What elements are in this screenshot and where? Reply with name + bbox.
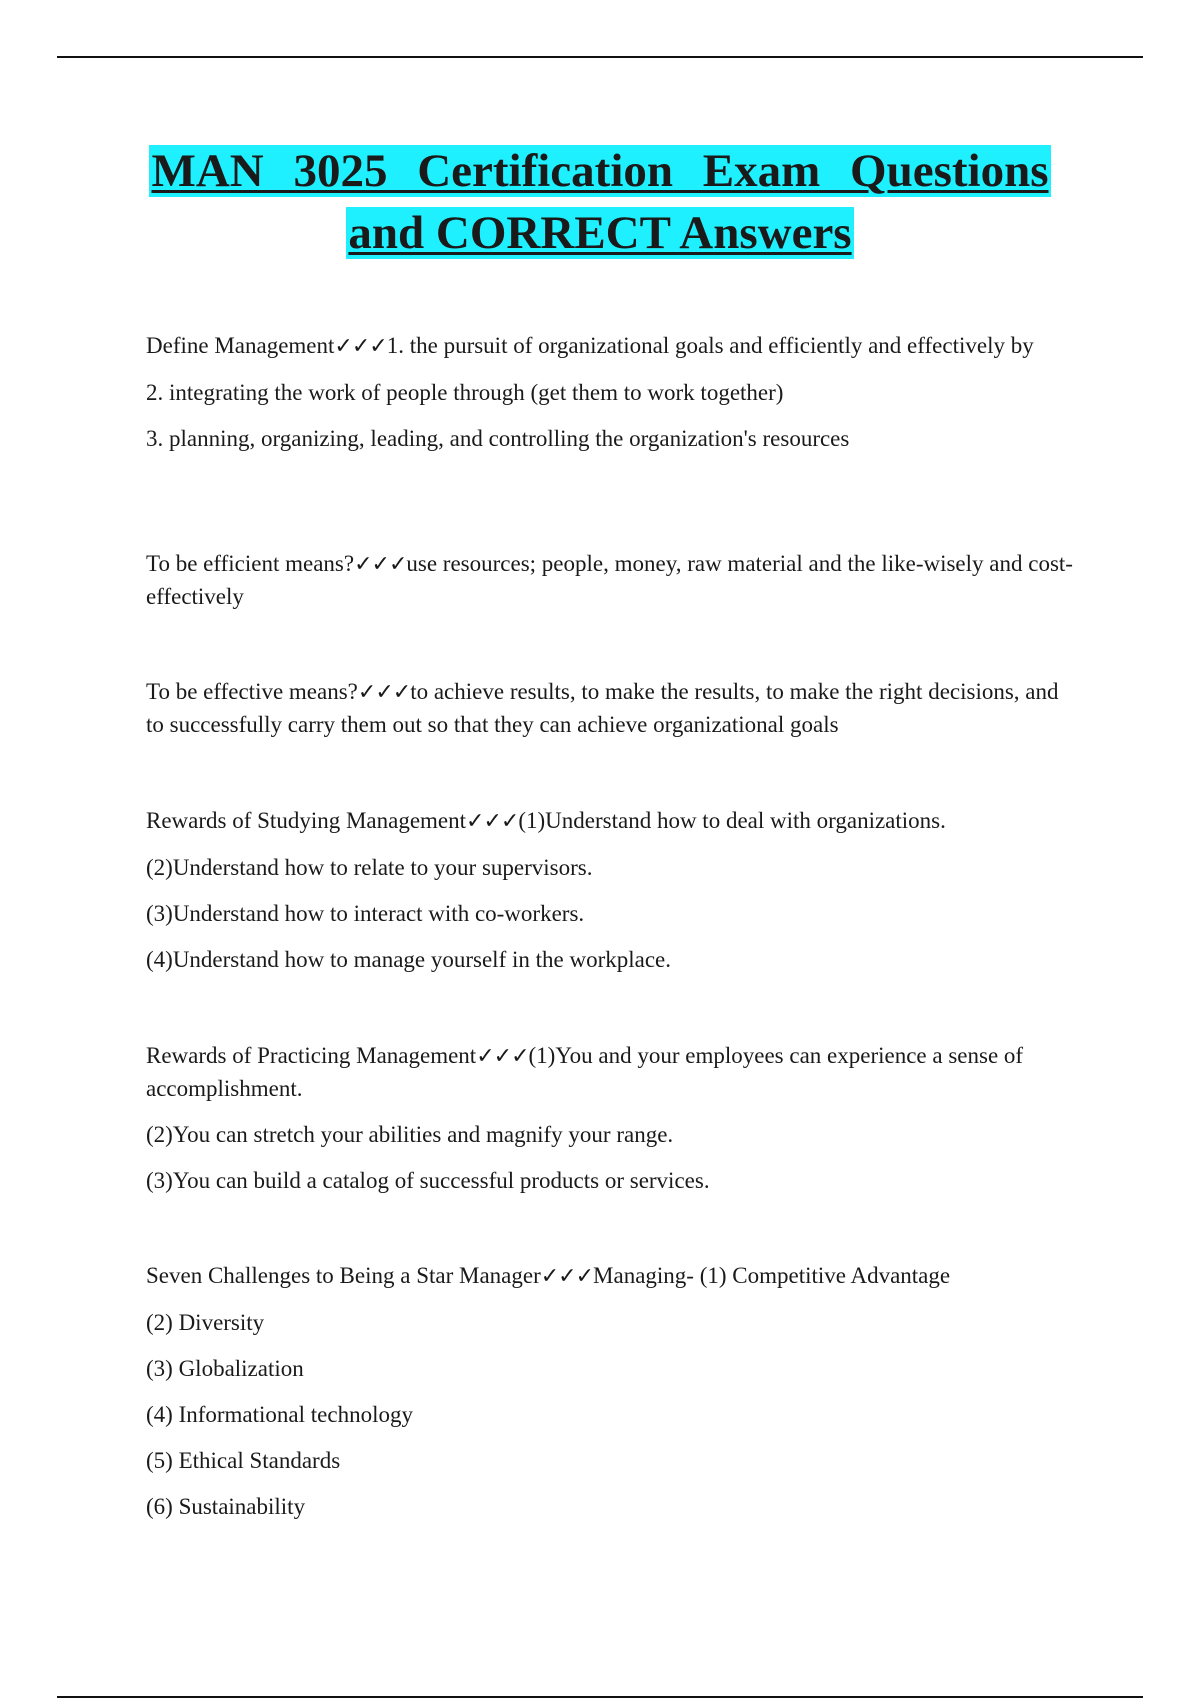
title-line-1: MAN 3025 Certification Exam Questions bbox=[151, 145, 1049, 197]
qa-term: To be effective means? bbox=[146, 679, 358, 704]
check-marks-icon: ✓✓✓ bbox=[476, 1044, 529, 1069]
qa-line bbox=[146, 805, 1076, 838]
qa-line bbox=[146, 330, 1076, 363]
check-marks-icon: ✓✓✓ bbox=[334, 334, 387, 359]
qa-line: (3)Understand how to interact with co-workers. bbox=[146, 901, 585, 926]
check-marks-icon: ✓✓✓ bbox=[357, 680, 411, 705]
qa-term: Define Management bbox=[146, 333, 335, 358]
qa-line bbox=[146, 548, 1076, 613]
check-marks-icon: ✓✓✓ bbox=[466, 809, 519, 834]
qa-item-define-management bbox=[146, 330, 1076, 469]
qa-answer: Managing- (1) Competitive Advantage bbox=[593, 1263, 951, 1288]
qa-term: To be efficient means? bbox=[146, 551, 355, 576]
qa-answer: use resources; people, money, raw material and the like-wisely and cost-effectively bbox=[146, 551, 1073, 609]
bottom-rule bbox=[57, 1696, 1143, 1698]
qa-line: (4)Understand how to manage yourself in the workplace. bbox=[146, 947, 672, 972]
qa-answer: 1. the pursuit of organizational goals and efficiently and effectively by bbox=[386, 333, 1034, 358]
qa-line: 3. planning, organizing, leading, and controlling the organization's resources bbox=[146, 426, 850, 451]
qa-term: Rewards of Practicing Management bbox=[146, 1043, 477, 1068]
check-marks-icon: ✓✓✓ bbox=[540, 1264, 594, 1289]
check-marks-icon: ✓✓✓ bbox=[354, 552, 407, 577]
qa-answer: (1)Understand how to deal with organizations. bbox=[518, 808, 946, 833]
qa-line bbox=[146, 1260, 1076, 1293]
qa-term: Seven Challenges to Being a Star Manager bbox=[146, 1263, 541, 1288]
page-title bbox=[130, 140, 1070, 264]
qa-item-effective bbox=[146, 676, 1076, 755]
qa-line: (2)You can stretch your abilities and magnify your range. bbox=[146, 1122, 674, 1147]
qa-line bbox=[146, 1040, 1076, 1105]
qa-item-seven-challenges bbox=[146, 1260, 1076, 1537]
qa-line: (2)Understand how to relate to your supervisors. bbox=[146, 855, 593, 880]
qa-item-rewards-practicing bbox=[146, 1040, 1076, 1211]
qa-answer: (1)You and your employees can experience a sense of accomplishment. bbox=[146, 1043, 1024, 1101]
qa-line: (6) Sustainability bbox=[146, 1494, 306, 1519]
qa-line: (4) Informational technology bbox=[146, 1402, 413, 1427]
qa-item-rewards-studying bbox=[146, 805, 1076, 990]
qa-line: (3)You can build a catalog of successful products or services. bbox=[146, 1168, 710, 1193]
top-rule bbox=[57, 56, 1143, 58]
qa-line: (3) Globalization bbox=[146, 1356, 304, 1381]
qa-answer: to achieve results, to make the results, to make the right decisions, and to successfully carry them out so that they can achieve organizational goals bbox=[146, 679, 1059, 737]
title-line-2: and CORRECT Answers bbox=[348, 207, 852, 259]
qa-line: 2. integrating the work of people through (get them to work together) bbox=[146, 380, 784, 405]
qa-line: (2) Diversity bbox=[146, 1310, 265, 1335]
qa-item-efficient bbox=[146, 548, 1076, 627]
qa-term: Rewards of Studying Management bbox=[146, 808, 467, 833]
qa-line bbox=[146, 676, 1076, 741]
qa-line: (5) Ethical Standards bbox=[146, 1448, 341, 1473]
